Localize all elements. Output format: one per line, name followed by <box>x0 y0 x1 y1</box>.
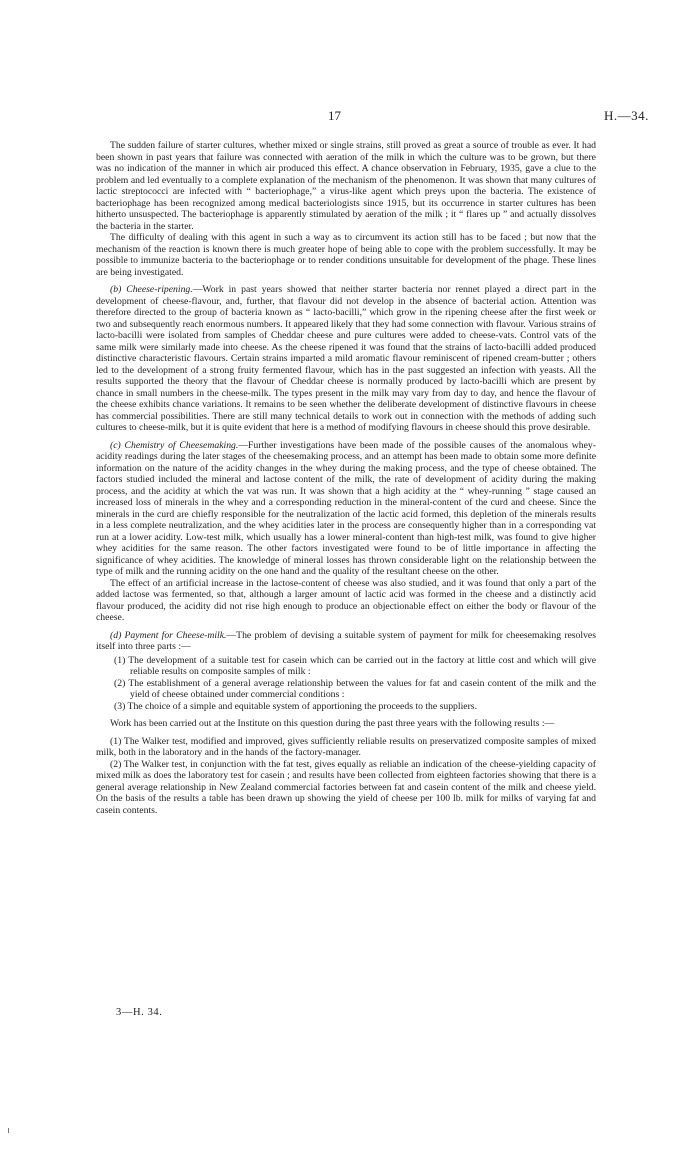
signature-reference: 3—H. 34. <box>116 1007 163 1018</box>
paragraph-bacteriophage-difficulty: The difficulty of dealing with this agent in such a way as to circumvent its action still has to be faced ; but now that the mechanism of the reaction is known there is much greater hope of being able to cope with the problem successfully. It may be possible to immunize bacteria to the bacteriophage or to render conditions unsuitable for development of the phage. These lines are being investigated. <box>96 232 596 278</box>
section-payment <box>96 630 596 653</box>
page-header <box>0 108 700 128</box>
section-heading: (c) Chemistry of Cheesemaking. <box>110 439 239 451</box>
paragraph-lactose-effect: The effect of an artificial increase in the lactose-content of cheese was also studied, and it was found that only a part of the added lactose was fermented, so that, although a larger amount of lactic acid was formed in the cheese and a distinctly acid flavour produced, the acidity did not rise high enough to produce an objectionable effect on either the body or flavour of the cheese. <box>96 577 596 623</box>
paragraph-starter-failure: The sudden failure of starter cultures, whether mixed or single strains, still proved as great a source of trouble as ever. It had been shown in past years that failure was connected with aeration of the milk in which the culture was to be grown, but there was no indication of the manner in which air produced this effect. A chance observation in February, 1935, gave a clue to the problem and led eventually to a complete explanation of the mechanism of the phenomenon. It was shown that many cultures of lactic streptococci are infected with “ bacteriophage,” a virus-like agent which preys upon the bacteria. The existence of bacteriophage has been recognized among medical bacteriologists since 1915, but its occurrence in starter cultures has been hitherto unsuspected. The bacteriophage is apparently stimulated by aeration of the milk ; it “ flares up ” and actually dissolves the bacteria in the starter. <box>96 140 596 232</box>
paragraph-work-intro: Work has been carried out at the Institute on this question during the past three years with the following results :— <box>110 718 555 729</box>
payment-parts-list <box>96 655 596 713</box>
section-text: —The problem of devising a suitable system of payment for milk for cheesemaking resolves itself into three parts :— <box>96 629 597 652</box>
section-text: —Further investigations have been made of the possible causes of the anomalous whey-acidity readings during the later stages of the cheesemaking process, and an attempt has been made to obtain some more definite information on the nature of the acidity changes in the whey during the making process, and the type of cheese obtained. The factors studied included the mineral and lactose content of the milk, the rate of development of acidity during the making process, and the acidity at which the vat was run. It was shown that a high acidity at the “ whey-running ” stage caused an increased loss of minerals in the whey and a corresponding reduction in the mineral-content of the curd and cheese. Since the minerals in the curd are chiefly responsible for the neutralization of the lactic acid formed, this depletion of the minerals results in a less complete neutralization, and the whey acidities later in the process are consequently higher than in a corresponding vat run at a lower acidity. Low-test milk, which usually has a lower mineral-content than high-test milk, was found to give higher whey acidities for the same reason. The other factors investigated were found to be of little importance in affecting the significance of whey acidities. The knowledge of mineral losses has thrown considerable light on the relationship between the type of milk and the running acidity on the one hand and the quality of the resultant cheese on the other. <box>96 439 597 577</box>
list-item: (3) The choice of a simple and equitable system of apportioning the proceeds to the suppliers. <box>114 700 478 712</box>
list-item: (1) The development of a suitable test for casein which can be carried out in the factory at little cost and which will give reliable results on composite samples of milk : <box>114 654 596 677</box>
page-number: 17 <box>328 108 341 123</box>
section-heading: (d) Payment for Cheese-milk. <box>110 629 227 641</box>
paragraph-result-2: (2) The Walker test, in conjunction with the fat test, gives equally as reliable an indication of the cheese-yielding capacity of mixed milk as does the laboratory test for casein ; and results have been collected from eighteen factories showing that there is a general average relationship in New Zealand commercial factories between fat and casein content of the milk and cheese yield. On the basis of the results a table has been drawn up showing the yield of cheese per 100 lb. milk for milks of varying fat and casein contents. <box>96 758 596 816</box>
document-body <box>96 140 596 816</box>
list-item: (2) The establishment of a general average relationship between the values for fat and casein content of the milk and the yield of cheese obtained under commercial conditions : <box>114 677 596 700</box>
margin-mark <box>8 1128 9 1133</box>
section-heading: (b) Cheese-ripening. <box>110 284 193 295</box>
section-cheese-ripening <box>96 284 596 434</box>
section-chemistry <box>96 440 596 578</box>
section-text: —Work in past years showed that neither starter bacteria nor rennet played a direct part in the development of cheese-flavour, and, further, that flavour did not develop in the absence of bacterial action. Attention was therefore directed to the group of bacteria known as “ lacto-bacilli,” which grow in the ripening cheese after the first week or two and subsequently reach enormous numbers. It appeared likely that they had some connection with flavour. Various strains of lacto-bacilli were isolated from samples of Cheddar cheese and pure cultures were added to cheese-vats. Control vats of the same milk were similarly made into cheese. As the cheese ripened it was found that the strains of lacto-bacilli added produced distinctive characteristic flavours. Certain strains imparted a mild aromatic flavour reminiscent of ripened cream-butter ; others led to the development of a strong fruity fermented flavour, which has in the past suggested an infection with yeasts. All the results supported the theory that the flavour of Cheddar cheese is normally produced by lacto-bacilli which are present by chance in small numbers in the cheese-milk. The types present in the milk may vary from day to day, and hence the flavour of the cheese exhibits chance variations. It remains to be seen whether the deliberate development of distinctive flavours in cheese has commercial possibilities. There are still many technical details to work out in connection with the methods of adding such cultures to cheese-milk, but it is quite evident that here is a method of modifying flavours in cheese should this prove desirable. <box>96 284 596 433</box>
paragraph-result-1: (1) The Walker test, modified and improved, gives sufficiently reliable results on preservatized composite samples of mixed milk, both in the laboratory and in the hands of the factory-manager. <box>96 735 596 758</box>
document-reference: H.—34. <box>604 108 649 123</box>
